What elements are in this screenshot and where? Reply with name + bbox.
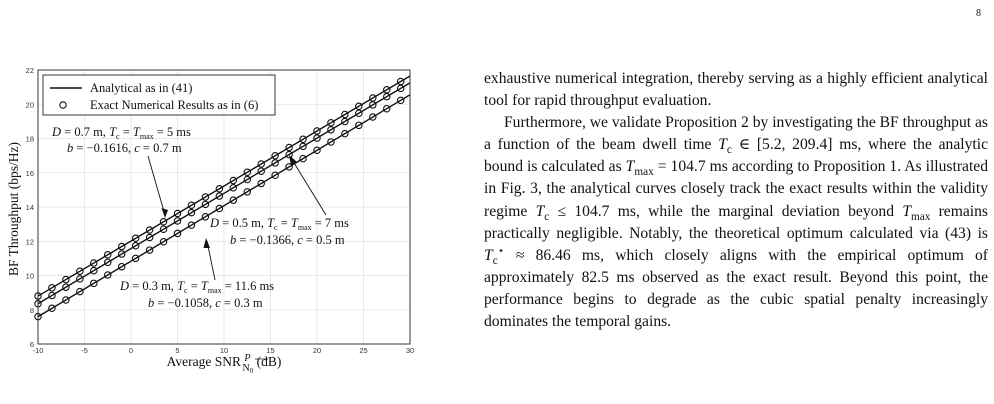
- y-tick-label: 16: [25, 168, 34, 178]
- x-tick-label: 10: [219, 346, 229, 355]
- y-tick-label: 6: [29, 340, 34, 349]
- svg-text:b = −0.1616, c = 0.7 m: b = −0.1616, c = 0.7 m: [67, 141, 182, 155]
- y-tick-label: 8: [29, 305, 34, 315]
- x-tick-label: 0: [128, 346, 134, 355]
- x-tick-label: -10: [32, 346, 44, 355]
- y-tick-label: 18: [25, 134, 34, 144]
- annotation-arrow-d05: [291, 158, 326, 215]
- chart-svg: [0, 58, 440, 388]
- svg-text:D = 0.5 m, Tc = Tmax = 7 ms: D = 0.5 m, $T_c = T_{max} = 7$ ms: [210, 216, 349, 232]
- svg-text:D = 0.7 m, Tc = Tmax = 5 ms: D = 0.7 m, $T_c = T_{max} = 5$ ms: [52, 125, 191, 141]
- annotation-arrow-d07: [148, 156, 165, 215]
- figure-throughput-vs-snr: [0, 58, 440, 388]
- y-tick-label: 12: [25, 237, 34, 247]
- x-tick-label: 25: [359, 346, 368, 355]
- x-axis-label: Average SNR $^P$ N0 (dB): [166, 353, 282, 375]
- x-tick-label: -5: [81, 346, 88, 355]
- annotation-arrowhead-d03: [204, 238, 211, 248]
- annotation-d07: [51, 125, 191, 218]
- paragraph-1: exhaustive numerical integration, thereby serving as a highly efficient analytical tool for rapid throughput evaluation.: [484, 70, 988, 110]
- x-tick-label: 20: [312, 346, 322, 355]
- x-tick-label: 15: [266, 346, 275, 355]
- y-tick-label: 20: [25, 100, 34, 110]
- legend-label-numerical: Exact Numerical Results as in (6): [90, 98, 259, 112]
- y-axis-label: BF Throughput (bps/Hz): [6, 142, 21, 276]
- y-tick-label: 14: [25, 203, 34, 212]
- y-tick-label: 22: [25, 66, 34, 75]
- x-tick-label: 5: [175, 346, 180, 355]
- paragraph-2: Furthermore, we validate Proposition 2 by investigating the BF throughput as a function of the beam dwell time $T_c$ ∈ [5.2, 209.4] ms, where the analytic bound is calculated as $T_{max} = 104.7$ ms according to Proposition 1. As illustrated in Fig. 3, the analytical curves closely track the exact results within the validity regime $T_c \le 104.7$ ms, while the marginal deviation beyond $T_{max}$ remains practically negligible. Notably, the theoretical optimum calculated via (43) is $T_c^⋆ \approx 86.46$ ms, which closely aligns with the empirical optimum of approximately 82.5 ms observed as the exact result. Beyond this point, the performance begins to degrade as the cubic spatial penalty increasingly dominates the temporal gains.: [484, 114, 989, 331]
- page-number: 8: [976, 8, 981, 19]
- body-text-column: [484, 68, 988, 333]
- annotation-d03: [119, 238, 274, 310]
- svg-text:b = −0.1058, c = 0.3 m: b = −0.1058, c = 0.3 m: [148, 296, 263, 310]
- annotation-arrowhead-d07: [162, 208, 169, 218]
- chart-legend: [43, 75, 275, 115]
- x-tick-label: 30: [405, 346, 415, 355]
- svg-text:b = −0.1366, c = 0.5 m: b = −0.1366, c = 0.5 m: [230, 233, 345, 247]
- legend-label-analytical: Analytical as in (41): [90, 81, 193, 95]
- svg-text:D = 0.3 m, Tc = Tmax = 11.6 ms: D = 0.3 m, $T_c = T_{max} = 11.6$ ms: [120, 279, 275, 295]
- y-tick-label: 10: [25, 271, 34, 281]
